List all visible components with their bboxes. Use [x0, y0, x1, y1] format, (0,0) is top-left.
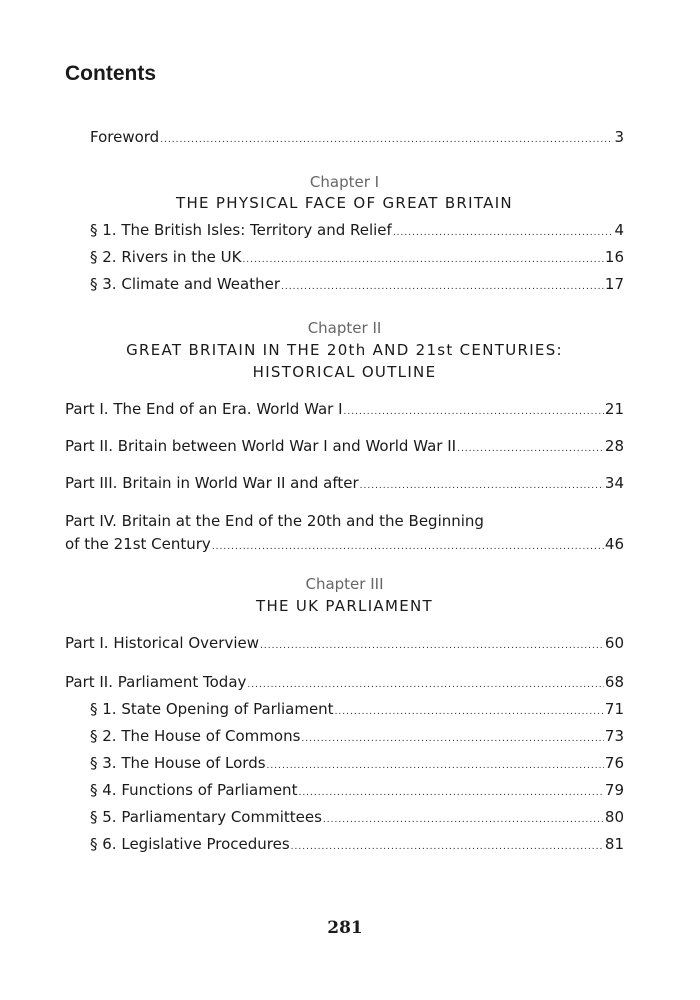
toc-entry[interactable]	[90, 807, 624, 830]
toc-entry-page: 79	[604, 781, 624, 799]
toc-entry-page: 16	[604, 248, 624, 266]
toc-entry-page: 46	[604, 535, 624, 553]
toc-entry-label: § 5. Parliamentary Committees	[90, 808, 322, 826]
toc-entry-label: § 2. The House of Commons	[90, 727, 301, 745]
dot-leader	[247, 675, 604, 695]
toc-entry[interactable]	[65, 534, 624, 557]
toc-entry[interactable]	[65, 473, 624, 496]
dot-leader	[393, 223, 614, 243]
toc-entry-label: Part I. The End of an Era. World War I	[65, 400, 343, 418]
toc-entry-page: 71	[604, 700, 624, 718]
toc-entry-label: Part III. Britain in World War II and after	[65, 474, 359, 492]
dot-leader	[335, 702, 604, 722]
dot-leader	[291, 837, 604, 857]
toc-entry-page: 21	[604, 400, 624, 418]
toc-entry-label: § 2. Rivers in the UK	[90, 248, 242, 266]
toc-entry-label: § 1. State Opening of Parliament	[90, 700, 334, 718]
toc-entry-page: 4	[614, 221, 624, 239]
chapter-title: THE UK PARLIAMENT	[256, 597, 433, 615]
toc-entry-label: § 6. Legislative Procedures	[90, 835, 290, 853]
toc-entry-foreword[interactable]	[90, 127, 624, 150]
dot-leader	[242, 250, 603, 270]
toc-entry-label: of the 21st Century	[65, 535, 211, 553]
toc-entry-label: Foreword	[90, 128, 160, 146]
dot-leader	[260, 636, 604, 656]
dot-leader	[457, 439, 604, 459]
dot-leader	[323, 810, 604, 830]
toc-entry[interactable]	[90, 220, 624, 243]
chapter-title: HISTORICAL OUTLINE	[252, 363, 437, 381]
toc-entry[interactable]	[65, 436, 624, 459]
toc-entry[interactable]	[90, 780, 624, 803]
toc-entry-page: 81	[604, 835, 624, 853]
toc-entry-label: Part I. Historical Overview	[65, 634, 259, 652]
toc-entry[interactable]	[65, 633, 624, 656]
toc-entry-page: 34	[604, 474, 624, 492]
chapter-title: GREAT BRITAIN IN THE 20th AND 21st CENTURIES:	[126, 341, 563, 359]
toc-entry-label: Part II. Parliament Today	[65, 673, 247, 691]
toc-entry[interactable]	[90, 753, 624, 776]
toc-entry[interactable]	[90, 834, 624, 857]
toc-entry-label: § 4. Functions of Parliament	[90, 781, 298, 799]
dot-leader	[360, 476, 604, 496]
toc-entry[interactable]	[90, 274, 624, 297]
toc-entry[interactable]	[65, 672, 624, 695]
dot-leader	[281, 277, 604, 297]
dot-leader	[298, 783, 603, 803]
toc-entry-page: 17	[604, 275, 624, 293]
toc-entry-label-line1[interactable]: Part IV. Britain at the End of the 20th and the Beginning	[65, 512, 484, 530]
toc-entry[interactable]	[90, 699, 624, 722]
contents-heading: Contents	[65, 62, 156, 85]
toc-entry-label: § 3. The House of Lords	[90, 754, 266, 772]
toc-entry-page: 76	[604, 754, 624, 772]
dot-leader	[344, 402, 604, 422]
chapter-label: Chapter II	[307, 319, 382, 337]
chapter-title: THE PHYSICAL FACE OF GREAT BRITAIN	[176, 194, 513, 212]
toc-entry-label: Part II. Britain between World War I and World War II	[65, 437, 457, 455]
dot-leader	[267, 756, 604, 776]
chapter-label: Chapter III	[305, 575, 384, 593]
toc-entry-page: 28	[604, 437, 624, 455]
toc-entry-label: § 3. Climate and Weather	[90, 275, 280, 293]
dot-leader	[160, 130, 613, 150]
toc-entry-page: 80	[604, 808, 624, 826]
chapter-label: Chapter I	[309, 173, 380, 191]
toc-entry-page: 68	[604, 673, 624, 691]
page-number: 281	[327, 918, 363, 938]
toc-entry-page: 3	[614, 128, 624, 146]
toc-entry-label: § 1. The British Isles: Territory and Relief	[90, 221, 392, 239]
toc-entry-page: 73	[604, 727, 624, 745]
toc-entry[interactable]	[65, 399, 624, 422]
dot-leader	[212, 537, 604, 557]
toc-entry[interactable]	[90, 726, 624, 749]
dot-leader	[301, 729, 604, 749]
toc-entry-page: 60	[604, 634, 624, 652]
toc-entry[interactable]	[90, 247, 624, 270]
